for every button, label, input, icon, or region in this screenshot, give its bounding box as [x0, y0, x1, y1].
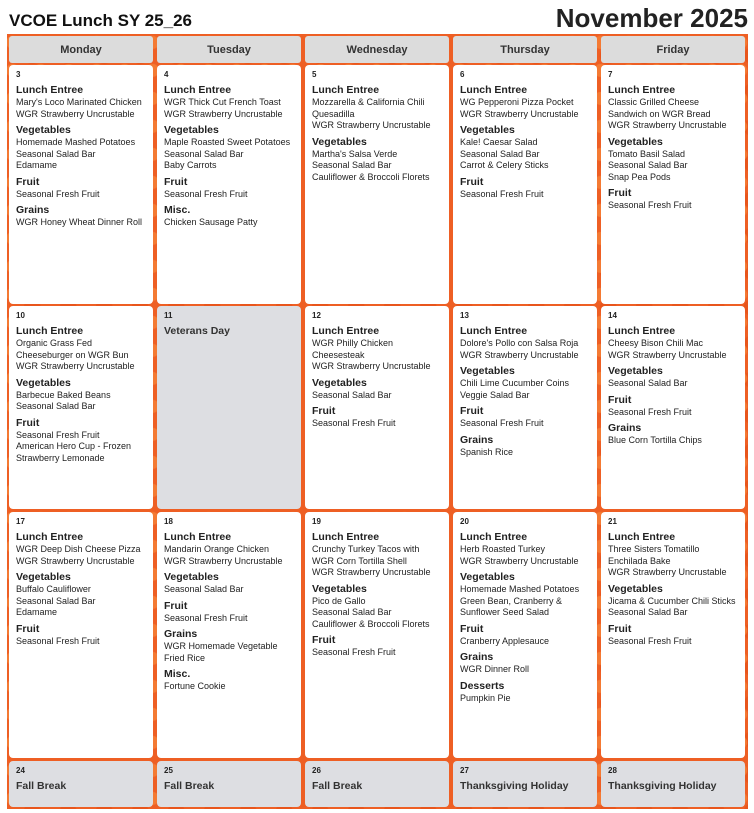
- menu-item: Seasonal Salad Bar: [608, 607, 688, 617]
- menu-item: Seasonal Salad Bar: [312, 607, 392, 617]
- menu-section-title: Lunch Entree: [164, 84, 232, 96]
- holiday-label: Thanksgiving Holiday: [460, 780, 569, 792]
- menu-item: Seasonal Fresh Fruit: [460, 418, 544, 428]
- weekday-header-row: [9, 36, 746, 63]
- menu-item: Seasonal Salad Bar: [164, 584, 244, 594]
- menu-section-title: Lunch Entree: [312, 531, 380, 543]
- day-cell-holiday: [305, 761, 449, 807]
- weekday-header-wednesday: Wednesday: [305, 36, 449, 63]
- calendar-grid: [7, 34, 748, 809]
- menu-section-title: Fruit: [460, 175, 484, 188]
- menu-section-title: Fruit: [16, 175, 40, 188]
- menu-section-title: Vegetables: [312, 376, 367, 389]
- day-cell-holiday: [157, 306, 301, 509]
- day-number: 25: [164, 766, 173, 775]
- menu-item: WG Pepperoni Pizza Pocket: [460, 97, 574, 107]
- menu-section-title: Fruit: [608, 187, 632, 199]
- menu-section-title: Lunch Entree: [608, 531, 676, 543]
- menu-section-title: Grains: [164, 628, 198, 640]
- menu-item: WGR Strawberry Uncrustable: [164, 108, 283, 119]
- menu-section-title: Vegetables: [164, 124, 219, 136]
- menu-item: WGR Strawberry Uncrustable: [312, 120, 431, 130]
- day-cell: [453, 65, 597, 304]
- menu-section-title: Fruit: [16, 622, 40, 635]
- day-cell-holiday: [601, 761, 745, 807]
- menu-item: Seasonal Salad Bar: [16, 148, 96, 159]
- menu-section-title: Fruit: [164, 175, 188, 188]
- menu-item: Cauliflower & Broccoli Florets: [312, 171, 430, 182]
- menu-item: WGR Honey Wheat Dinner Roll: [16, 217, 143, 227]
- menu-item: Seasonal Salad Bar: [312, 389, 392, 400]
- menu-item: Cauliflower & Broccoli Florets: [312, 618, 430, 629]
- day-number: 6: [460, 70, 465, 79]
- menu-item: WGR Strawberry Uncrustable: [312, 567, 431, 577]
- weekday-header-friday: Friday: [601, 36, 745, 63]
- menu-item: Spanish Rice: [460, 446, 514, 457]
- menu-item: Maple Roasted Sweet Potatoes: [164, 137, 291, 147]
- menu-item: WGR Strawberry Uncrustable: [312, 361, 431, 371]
- day-cell: [157, 65, 301, 304]
- page-header: [0, 0, 754, 34]
- menu-item: Carrot & Celery Sticks: [460, 160, 549, 170]
- menu-section-title: Lunch Entree: [460, 84, 528, 96]
- holiday-label: Fall Break: [164, 780, 215, 792]
- day-number: 28: [608, 766, 617, 775]
- menu-section-title: Fruit: [460, 622, 484, 635]
- menu-item: Snap Pea Pods: [608, 171, 671, 182]
- menu-section-title: Lunch Entree: [608, 84, 676, 96]
- menu-item: Tomato Basil Salad: [608, 148, 686, 159]
- menu-item: Seasonal Fresh Fruit: [608, 406, 692, 417]
- menu-section-title: Vegetables: [460, 571, 515, 583]
- menu-section-title: Misc.: [164, 204, 191, 216]
- menu-item: Edamame: [16, 607, 58, 617]
- day-cell-holiday: [157, 761, 301, 807]
- menu-item: Homemade Mashed Potatoes: [16, 137, 136, 147]
- menu-section-title: Lunch Entree: [460, 531, 528, 543]
- menu-item: Seasonal Fresh Fruit: [312, 418, 396, 428]
- menu-section-title: Fruit: [608, 622, 632, 635]
- menu-section-title: Fruit: [164, 599, 188, 612]
- menu-section-title: Misc.: [164, 668, 191, 680]
- menu-item: Seasonal Fresh Fruit: [16, 429, 100, 440]
- day-number: 18: [164, 517, 173, 526]
- menu-item: Chili Lime Cucumber Coins: [460, 378, 570, 388]
- menu-item: Mozzarella & California Chili Quesadilla: [312, 97, 425, 119]
- menu-item: Buffalo Cauliflower: [16, 584, 91, 594]
- menu-section-title: Vegetables: [16, 124, 71, 136]
- menu-item: Fortune Cookie: [164, 681, 226, 691]
- menu-item: Crunchy Turkey Tacos with WGR Corn Tortilla Shell: [312, 544, 420, 566]
- menu-item: Seasonal Fresh Fruit: [312, 647, 396, 657]
- menu-item: Herb Roasted Turkey: [460, 544, 546, 554]
- day-cell: [453, 512, 597, 758]
- menu-section-title: Vegetables: [460, 124, 515, 136]
- menu-item: Seasonal Salad Bar: [460, 148, 540, 159]
- menu-section-title: Vegetables: [164, 571, 219, 583]
- day-cell: [601, 512, 745, 758]
- menu-item: Seasonal Fresh Fruit: [16, 635, 100, 646]
- day-number: 26: [312, 766, 321, 775]
- menu-item: Homemade Mashed Potatoes: [460, 584, 580, 594]
- menu-item: Classic Grilled Cheese Sandwich on WGR Bread: [608, 97, 711, 119]
- menu-section-title: Vegetables: [608, 365, 663, 377]
- menu-item: Seasonal Salad Bar: [312, 160, 392, 170]
- day-number: 10: [16, 311, 25, 320]
- menu-item: Seasonal Fresh Fruit: [16, 188, 100, 199]
- day-number: 5: [312, 70, 317, 79]
- day-number: 14: [608, 311, 617, 320]
- menu-section-title: Vegetables: [460, 365, 515, 377]
- day-cell: [305, 65, 449, 304]
- menu-item: Cheesy Bison Chili Mac: [608, 338, 704, 348]
- menu-item: WGR Strawberry Uncrustable: [16, 361, 135, 371]
- menu-item: Mandarin Orange Chicken: [164, 544, 270, 554]
- menu-section-title: Vegetables: [608, 135, 663, 148]
- day-number: 20: [460, 517, 469, 526]
- weekday-header-tuesday: Tuesday: [157, 36, 301, 63]
- day-cell: [305, 512, 449, 758]
- menu-item: WGR Strawberry Uncrustable: [608, 349, 727, 360]
- menu-section-title: Lunch Entree: [16, 325, 84, 337]
- menu-item: Seasonal Salad Bar: [608, 378, 688, 388]
- menu-item: Seasonal Fresh Fruit: [608, 200, 692, 210]
- menu-item: WGR Strawberry Uncrustable: [608, 120, 727, 130]
- day-cell-holiday: [9, 761, 153, 807]
- day-cell: [9, 306, 153, 509]
- menu-section-title: Fruit: [460, 405, 484, 417]
- menu-item: Seasonal Salad Bar: [16, 595, 96, 606]
- menu-item: WGR Dinner Roll: [460, 664, 530, 674]
- day-number: 21: [608, 517, 617, 526]
- menu-section-title: Vegetables: [312, 135, 367, 148]
- menu-item: Seasonal Salad Bar: [16, 401, 96, 411]
- holiday-label: Thanksgiving Holiday: [608, 780, 717, 792]
- menu-section-title: Lunch Entree: [608, 325, 676, 337]
- day-cell-holiday: [453, 761, 597, 807]
- menu-item: Baby Carrots: [164, 160, 217, 170]
- menu-section-title: Grains: [16, 204, 50, 216]
- menu-section-title: Fruit: [312, 405, 336, 417]
- menu-section-title: Desserts: [460, 679, 505, 692]
- menu-item: Pico de Gallo: [312, 595, 366, 606]
- menu-item: WGR Strawberry Uncrustable: [460, 108, 579, 119]
- menu-item: WGR Philly Chicken Cheesesteak: [312, 338, 394, 360]
- day-cell: [305, 306, 449, 509]
- holiday-label: Fall Break: [16, 780, 67, 792]
- day-number: 27: [460, 766, 469, 775]
- menu-item: Edamame: [16, 160, 58, 170]
- menu-item: Kale! Caesar Salad: [460, 137, 538, 147]
- menu-item: American Hero Cup - Frozen Strawberry Lemonade: [16, 441, 132, 463]
- day-number: 3: [16, 70, 21, 79]
- day-number: 4: [164, 70, 169, 79]
- menu-item: Jicama & Cucumber Chili Sticks: [608, 595, 736, 606]
- day-cell: [601, 65, 745, 304]
- menu-section-title: Vegetables: [312, 582, 367, 595]
- menu-section-title: Lunch Entree: [164, 531, 232, 543]
- menu-item: Veggie Salad Bar: [460, 389, 530, 400]
- menu-item: WGR Strawberry Uncrustable: [460, 555, 579, 566]
- menu-item: WGR Thick Cut French Toast: [164, 97, 281, 107]
- menu-section-title: Lunch Entree: [460, 325, 528, 337]
- day-number: 13: [460, 311, 469, 320]
- day-number: 7: [608, 70, 613, 79]
- menu-item: Mary's Loco Marinated Chicken: [16, 97, 142, 107]
- menu-section-title: Grains: [460, 651, 494, 663]
- menu-item: Three Sisters Tomatillo Enchilada Bake: [608, 544, 700, 566]
- menu-item: WGR Strawberry Uncrustable: [164, 555, 283, 566]
- menu-item: Organic Grass Fed Cheeseburger on WGR Bun: [16, 338, 129, 360]
- menu-item: WGR Deep Dish Cheese Pizza: [16, 544, 141, 554]
- day-cell: [453, 306, 597, 509]
- menu-item: Cranberry Applesauce: [460, 635, 550, 646]
- day-cell: [601, 306, 745, 509]
- menu-item: Blue Corn Tortilla Chips: [608, 435, 702, 445]
- menu-item: WGR Homemade Vegetable Fried Rice: [164, 641, 278, 663]
- day-cell: [157, 512, 301, 758]
- day-number: 11: [164, 311, 173, 320]
- menu-item: WGR Strawberry Uncrustable: [16, 108, 135, 119]
- menu-item: WGR Strawberry Uncrustable: [16, 555, 135, 566]
- menu-section-title: Lunch Entree: [16, 84, 84, 96]
- menu-section-title: Lunch Entree: [16, 531, 84, 543]
- menu-item: Barbecue Baked Beans: [16, 389, 111, 400]
- day-number: 17: [16, 517, 25, 526]
- menu-item: Martha's Salsa Verde: [312, 148, 398, 159]
- menu-item: Seasonal Fresh Fruit: [460, 188, 544, 199]
- menu-section-title: Fruit: [608, 393, 632, 406]
- menu-section-title: Lunch Entree: [312, 325, 380, 337]
- menu-section-title: Grains: [608, 422, 642, 434]
- menu-section-title: Vegetables: [16, 571, 71, 583]
- menu-item: WGR Strawberry Uncrustable: [608, 567, 727, 577]
- menu-item: Seasonal Fresh Fruit: [164, 612, 248, 623]
- program-title: VCOE Lunch SY 25_26: [9, 11, 192, 30]
- month-title: November 2025: [555, 3, 748, 33]
- day-number: 24: [16, 766, 25, 775]
- menu-item: Seasonal Salad Bar: [164, 148, 244, 159]
- menu-item: Seasonal Salad Bar: [608, 160, 688, 170]
- holiday-label: Veterans Day: [164, 325, 230, 337]
- menu-section-title: Vegetables: [608, 582, 663, 595]
- menu-item: Green Bean, Cranberry & Sunflower Seed Salad: [460, 595, 563, 617]
- menu-item: WGR Strawberry Uncrustable: [460, 349, 579, 360]
- menu-section-title: Fruit: [312, 634, 336, 646]
- menu-section-title: Lunch Entree: [312, 84, 380, 96]
- menu-item: Chicken Sausage Patty: [164, 217, 258, 227]
- weekday-header-monday: Monday: [9, 36, 153, 63]
- weekday-header-thursday: Thursday: [453, 36, 597, 63]
- menu-item: Seasonal Fresh Fruit: [164, 188, 248, 199]
- day-number: 19: [312, 517, 321, 526]
- holiday-label: Fall Break: [312, 780, 363, 792]
- menu-item: Seasonal Fresh Fruit: [608, 635, 692, 646]
- day-cell: [9, 512, 153, 758]
- day-number: 12: [312, 311, 321, 320]
- menu-section-title: Vegetables: [16, 376, 71, 389]
- day-cell: [9, 65, 153, 304]
- menu-item: Dolore's Pollo con Salsa Roja: [460, 338, 579, 348]
- menu-item: Pumpkin Pie: [460, 692, 511, 703]
- menu-section-title: Grains: [460, 433, 494, 446]
- menu-section-title: Fruit: [16, 416, 40, 429]
